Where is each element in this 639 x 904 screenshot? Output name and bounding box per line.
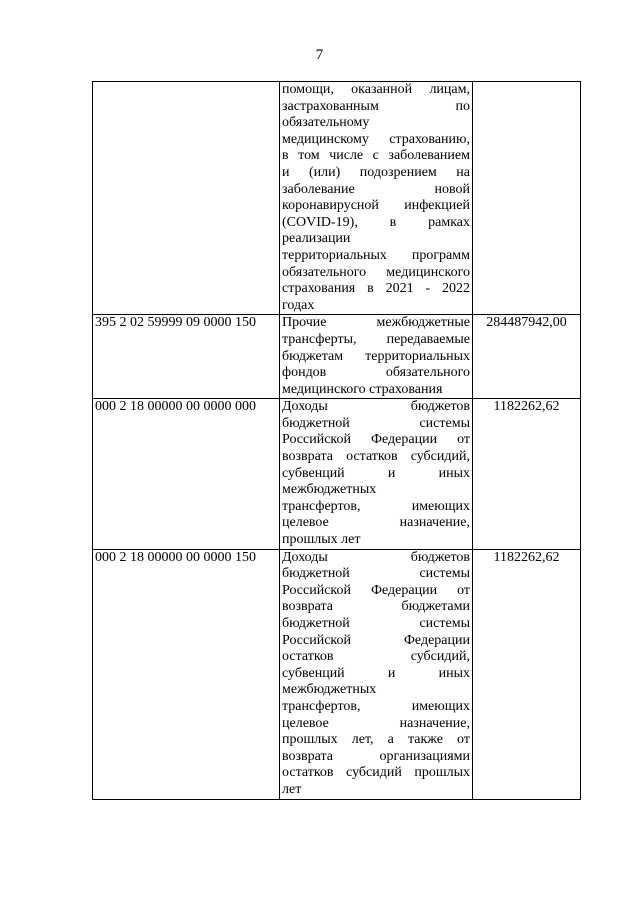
description-line: застрахованным по xyxy=(282,98,470,114)
amount-cell: 284487942,00 xyxy=(473,315,581,399)
budget-code-cell: 395 2 02 59999 09 0000 150 xyxy=(93,315,280,399)
description-line: трансферты, передаваемые xyxy=(282,331,470,347)
table-row xyxy=(93,399,581,549)
description-line: обязательного медицинского xyxy=(282,264,470,280)
budget-code-cell xyxy=(93,82,280,315)
description-line: остатков субсидий, xyxy=(282,649,470,665)
description-line: трансфертов, имеющих xyxy=(282,698,470,714)
description-line: Российской Федерации xyxy=(282,632,470,648)
amount-cell: 1182262,62 xyxy=(473,399,581,549)
page-number: 7 xyxy=(315,47,324,63)
description-line: бюджетной системы xyxy=(282,566,470,582)
description-line: Доходы бюджетов xyxy=(282,549,470,565)
description-line: заболевание новой xyxy=(282,181,470,197)
description-line: коронавирусной инфекцией xyxy=(282,198,470,214)
description-cell xyxy=(280,549,473,799)
description-line: медицинского страхования xyxy=(282,381,443,397)
description-line: обязательному xyxy=(282,115,370,131)
description-line: межбюджетных xyxy=(282,482,377,498)
description-line: Российской Федерации от xyxy=(282,582,470,598)
description-line: Прочие межбюджетные xyxy=(282,315,470,331)
description-line: медицинскому страхованию, xyxy=(282,131,470,147)
description-line: трансфертов, имеющих xyxy=(282,498,470,514)
description-line: целевое назначение, xyxy=(282,715,470,731)
table-row xyxy=(93,82,581,315)
amount-cell xyxy=(473,82,581,315)
description-line: возврата остатков субсидий, xyxy=(282,449,470,465)
description-cell xyxy=(280,82,473,315)
description-line: Российской Федерации от xyxy=(282,432,470,448)
description-line: фондов обязательного xyxy=(282,365,470,381)
amount-cell: 1182262,62 xyxy=(473,549,581,799)
description-line: Доходы бюджетов xyxy=(282,399,470,415)
description-line: бюджетной системы xyxy=(282,415,470,431)
budget-code-cell: 000 2 18 00000 00 0000 000 xyxy=(93,399,280,549)
table-body xyxy=(93,82,581,800)
description-line: страхования в 2021 - 2022 xyxy=(282,281,470,297)
description-line: в том числе с заболеванием xyxy=(282,148,470,164)
description-line: и (или) подозрением на xyxy=(282,164,470,180)
description-line: территориальных программ xyxy=(282,247,470,263)
description-line: (COVID-19), в рамках xyxy=(282,214,470,230)
description-line: годах xyxy=(282,297,315,313)
description-line: бюджетам территориальных xyxy=(282,348,470,364)
budget-table xyxy=(92,81,581,800)
description-line: субвенций и иных xyxy=(282,665,470,681)
description-line: остатков субсидий прошлых xyxy=(282,765,470,781)
description-line: лет xyxy=(282,781,302,797)
description-line: прошлых лет xyxy=(282,532,361,548)
description-line: бюджетной системы xyxy=(282,616,470,631)
table-row xyxy=(93,549,581,799)
description-cell xyxy=(280,315,473,399)
description-line: реализации xyxy=(282,231,351,247)
table-row xyxy=(93,315,581,399)
description-line: возврата организациями xyxy=(282,748,470,764)
description-line: прошлых лет, а также от xyxy=(282,732,470,748)
description-cell xyxy=(280,399,473,549)
description-line: возврата бюджетами xyxy=(282,599,470,615)
description-line: помощи, оказанной лицам, xyxy=(282,82,470,97)
description-line: субвенций и иных xyxy=(282,465,470,481)
description-line: целевое назначение, xyxy=(282,515,470,531)
description-line: межбюджетных xyxy=(282,682,377,698)
budget-code-cell: 000 2 18 00000 00 0000 150 xyxy=(93,549,280,799)
